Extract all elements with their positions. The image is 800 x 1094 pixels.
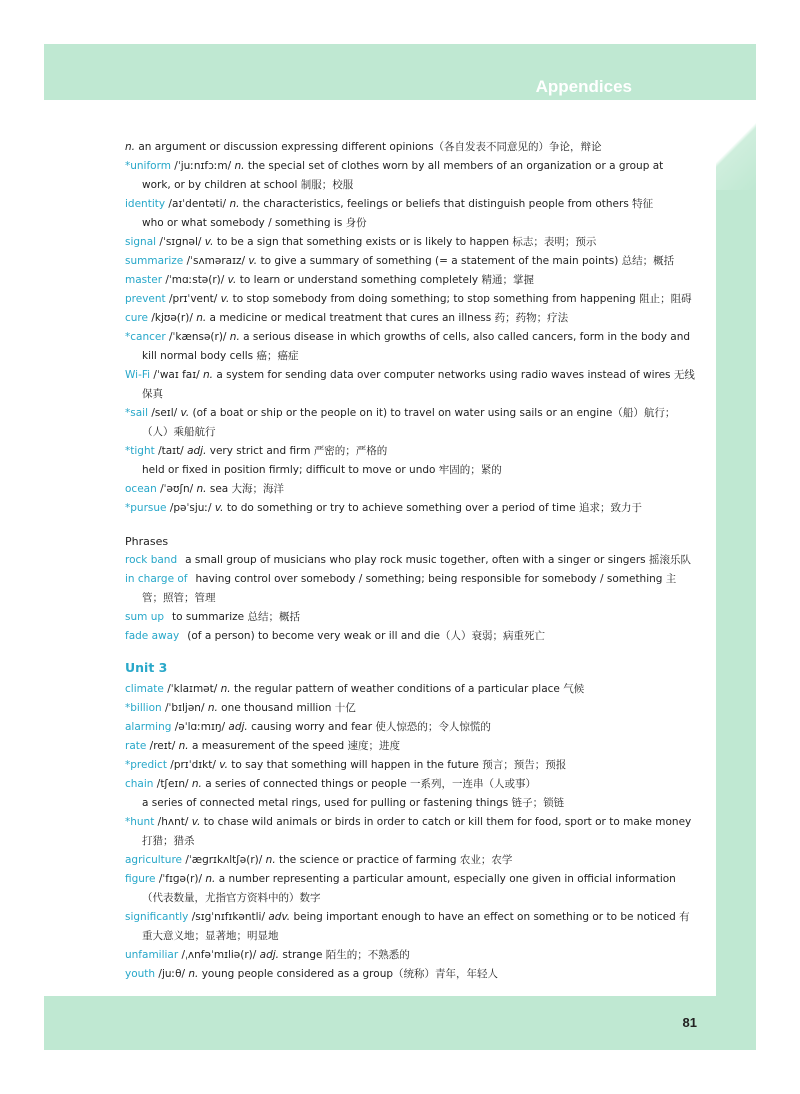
part-of-speech: n. (220, 683, 231, 695)
unit-heading: Unit 3 (125, 660, 168, 675)
glossary-entry (125, 699, 695, 718)
definition: strange 陌生的；不熟悉的 (279, 949, 410, 961)
definition: an argument or discussion expressing different opinions（各自发表不同意见的）争论，辩论 (135, 141, 602, 153)
definition: young people considered as a group（统称）青年，年轻人 (198, 968, 499, 980)
part-of-speech: v. (227, 274, 237, 286)
glossary-entry (125, 404, 695, 442)
definition: to learn or understand something completely 精通；掌握 (236, 274, 534, 286)
definition-continued: held or fixed in position firmly; difficult to move or undo 牢固的；紧的 (142, 464, 502, 476)
phonetic: /ˈsʌməraɪz/ (183, 255, 249, 267)
glossary-entry (125, 138, 695, 157)
phonetic: /ˈæɡrɪkʌltʃə(r)/ (182, 854, 266, 866)
definition: to do something or try to achieve something over a period of time 追求；致力于 (223, 502, 643, 514)
headword: *tight (125, 445, 155, 457)
headword: signal (125, 236, 157, 248)
definition: causing worry and fear 使人惊恐的；令人惊慌的 (247, 721, 491, 733)
part-of-speech: n. (207, 702, 218, 714)
headword: *predict (125, 759, 167, 771)
glossary-entry (125, 195, 695, 214)
headword: identity (125, 198, 166, 210)
glossary-entry (125, 908, 695, 946)
part-of-speech: adj. (228, 721, 248, 733)
part-of-speech: v. (248, 255, 258, 267)
headword: rate (125, 740, 147, 752)
phonetic: /ˈjuːnɪfɔːm/ (170, 160, 235, 172)
phrases-heading: Phrases (125, 535, 169, 548)
definition: to be a sign that something exists or is likely to happen 标志；表明；预示 (213, 236, 597, 248)
phrases-list (125, 551, 695, 646)
headword: climate (125, 683, 164, 695)
glossary-entry (125, 366, 695, 404)
phrase: fade away (125, 630, 180, 642)
side-band (716, 100, 756, 1000)
part-of-speech: adv. (268, 911, 291, 923)
headword: *sail (125, 407, 148, 419)
glossary-content (125, 138, 695, 984)
definition: a series of connected things or people 一系列，一连串（人或事） (201, 778, 537, 790)
glossary-entry (125, 851, 695, 870)
section-title: Appendices (535, 77, 632, 96)
entries-unit3 (125, 680, 695, 984)
phonetic: /ˈbɪljən/ (161, 702, 208, 714)
phrase-definition: a small group of musicians who play rock music together, often with a singer or singers 摇滚乐队 (185, 554, 691, 566)
headword: agriculture (125, 854, 182, 866)
part-of-speech: v. (180, 407, 190, 419)
phrase: in charge of (125, 573, 188, 585)
glossary-entry (125, 252, 695, 271)
part-of-speech: n. (191, 778, 202, 790)
headword: alarming (125, 721, 172, 733)
glossary-entry (125, 775, 695, 794)
phonetic: /ˌʌnfəˈmɪliə(r)/ (178, 949, 260, 961)
glossary-entry (125, 157, 695, 195)
definition: to chase wild animals or birds in order to catch or kill them for food, sport or to make money 打猎；猎杀 (142, 816, 692, 847)
phonetic: /ˈklaɪmət/ (163, 683, 221, 695)
part-of-speech: n. (265, 854, 276, 866)
part-of-speech: n. (188, 968, 199, 980)
phrase-entry (125, 551, 695, 570)
glossary-entry (125, 290, 695, 309)
phonetic: /hʌnt/ (154, 816, 192, 828)
phrase-entry (125, 608, 695, 627)
definition: the science or practice of farming 农业；农学 (275, 854, 513, 866)
phrase-entry (125, 627, 695, 646)
phonetic: /ˈwaɪ faɪ/ (150, 369, 203, 381)
definition: sea 大海；海洋 (206, 483, 285, 495)
phrase-definition: having control over somebody / something; being responsible for somebody / something 主管；照管；管理 (142, 573, 677, 604)
definition: the regular pattern of weather conditions of a particular place 气候 (230, 683, 585, 695)
definition: one thousand million 十亿 (217, 702, 356, 714)
phrase-definition: (of a person) to become very weak or ill and die（人）衰弱；病重死亡 (187, 630, 545, 642)
glossary-entry (125, 271, 695, 290)
headword: master (125, 274, 163, 286)
phonetic: /reɪt/ (146, 740, 179, 752)
phonetic: /prɪˈdɪkt/ (166, 759, 220, 771)
headword: figure (125, 873, 156, 885)
part-of-speech: n. (229, 331, 240, 343)
glossary-entry (125, 680, 695, 699)
glossary-entry (125, 718, 695, 737)
definition: a medicine or medical treatment that cures an illness 药；药物；疗法 (206, 312, 569, 324)
part-of-speech: n. (125, 141, 135, 153)
glossary-entry (125, 946, 695, 965)
headword: chain (125, 778, 154, 790)
headword: prevent (125, 293, 166, 305)
phonetic: /aɪˈdentəti/ (165, 198, 230, 210)
glossary-entry (125, 737, 695, 756)
part-of-speech: n. (229, 198, 240, 210)
glossary-entry (125, 499, 695, 518)
headword: *uniform (125, 160, 171, 172)
headword: *billion (125, 702, 162, 714)
glossary-entry (125, 233, 695, 252)
definition-continued: a series of connected metal rings, used for pulling or fastening things 链子；锁链 (142, 797, 565, 809)
phonetic: /əˈlɑːmɪŋ/ (171, 721, 229, 733)
part-of-speech: v. (204, 236, 214, 248)
part-of-speech: n. (234, 160, 245, 172)
headword: ocean (125, 483, 157, 495)
part-of-speech: v. (214, 502, 224, 514)
phonetic: /prɪˈvent/ (165, 293, 221, 305)
definition: a number representing a particular amount, especially one given in official information（代表数量，尤指官方资料中的）数字 (142, 873, 676, 904)
phonetic: /pəˈsjuː/ (166, 502, 215, 514)
part-of-speech: n. (178, 740, 189, 752)
headword: youth (125, 968, 156, 980)
definition: the characteristics, feelings or beliefs that distinguish people from others 特征 (239, 198, 654, 210)
glossary-entry (125, 870, 695, 908)
phonetic: /kjʊə(r)/ (147, 312, 197, 324)
definition: being important enough to have an effect on something or to be noticed 有重大意义地；显著地；明显地 (142, 911, 690, 942)
part-of-speech: v. (220, 293, 230, 305)
phonetic: /ˈfɪɡə(r)/ (155, 873, 206, 885)
phrase: sum up (125, 611, 165, 623)
phonetic: /ˈsɪɡnəl/ (156, 236, 205, 248)
phrase-definition: to summarize 总结；概括 (172, 611, 300, 623)
definition: a measurement of the speed 速度；进度 (188, 740, 400, 752)
phrase: rock band (125, 554, 178, 566)
headword: *hunt (125, 816, 155, 828)
page-number: 81 (682, 1015, 697, 1030)
headword: Wi-Fi (125, 369, 151, 381)
part-of-speech: n. (196, 312, 207, 324)
phrase-entry (125, 570, 695, 608)
part-of-speech: adj. (259, 949, 280, 961)
definition-continued: who or what somebody / something is 身份 (142, 217, 367, 229)
entries-top (125, 138, 695, 518)
phonetic: /tʃeɪn/ (153, 778, 192, 790)
headword: *cancer (125, 331, 166, 343)
phonetic: /juːθ/ (155, 968, 189, 980)
glossary-entry (125, 442, 695, 461)
headword: *pursue (125, 502, 167, 514)
definition: to give a summary of something (= a statement of the main points) 总结；概括 (257, 255, 675, 267)
header-band (44, 44, 756, 100)
headword: cure (125, 312, 148, 324)
part-of-speech: adj. (187, 445, 207, 457)
page-curl (716, 100, 756, 190)
part-of-speech: n. (196, 483, 207, 495)
definition: a system for sending data over computer networks using radio waves instead of wires 无线保真 (142, 369, 695, 400)
definition: very strict and firm 严密的；严格的 (206, 445, 388, 457)
part-of-speech: n. (203, 369, 213, 381)
phonetic: /ˈkænsə(r)/ (165, 331, 230, 343)
footer-band (44, 996, 756, 1050)
glossary-entry (125, 309, 695, 328)
definition: to say that something will happen in the future 预言；预告；预报 (227, 759, 567, 771)
phonetic: /ˈmɑːstə(r)/ (162, 274, 228, 286)
phonetic: /ˈəʊʃn/ (156, 483, 197, 495)
glossary-entry (125, 480, 695, 499)
part-of-speech: v. (219, 759, 228, 771)
headword: significantly (125, 911, 189, 923)
definition: a serious disease in which growths of cells, also called cancers, form in the body and kill normal body cells 癌；癌症 (142, 331, 691, 362)
phonetic: /taɪt/ (154, 445, 188, 457)
headword: summarize (125, 255, 184, 267)
headword: unfamiliar (125, 949, 179, 961)
phonetic: /sɪɡˈnɪfɪkəntli/ (188, 911, 269, 923)
definition: (of a boat or ship or the people on it) to travel on water using sails or an engine（船）航行；（人）乘船航行 (142, 407, 676, 438)
glossary-entry (125, 813, 695, 851)
glossary-entry (125, 328, 695, 366)
phonetic: /seɪl/ (148, 407, 181, 419)
glossary-entry (125, 965, 695, 984)
definition: to stop somebody from doing something; to stop something from happening 阻止；阻碍 (229, 293, 692, 305)
definition: the special set of clothes worn by all members of an organization or a group at work, or by children at school 制服；校服 (142, 160, 664, 191)
glossary-entry (125, 756, 695, 775)
part-of-speech: n. (205, 873, 216, 885)
part-of-speech: v. (191, 816, 201, 828)
